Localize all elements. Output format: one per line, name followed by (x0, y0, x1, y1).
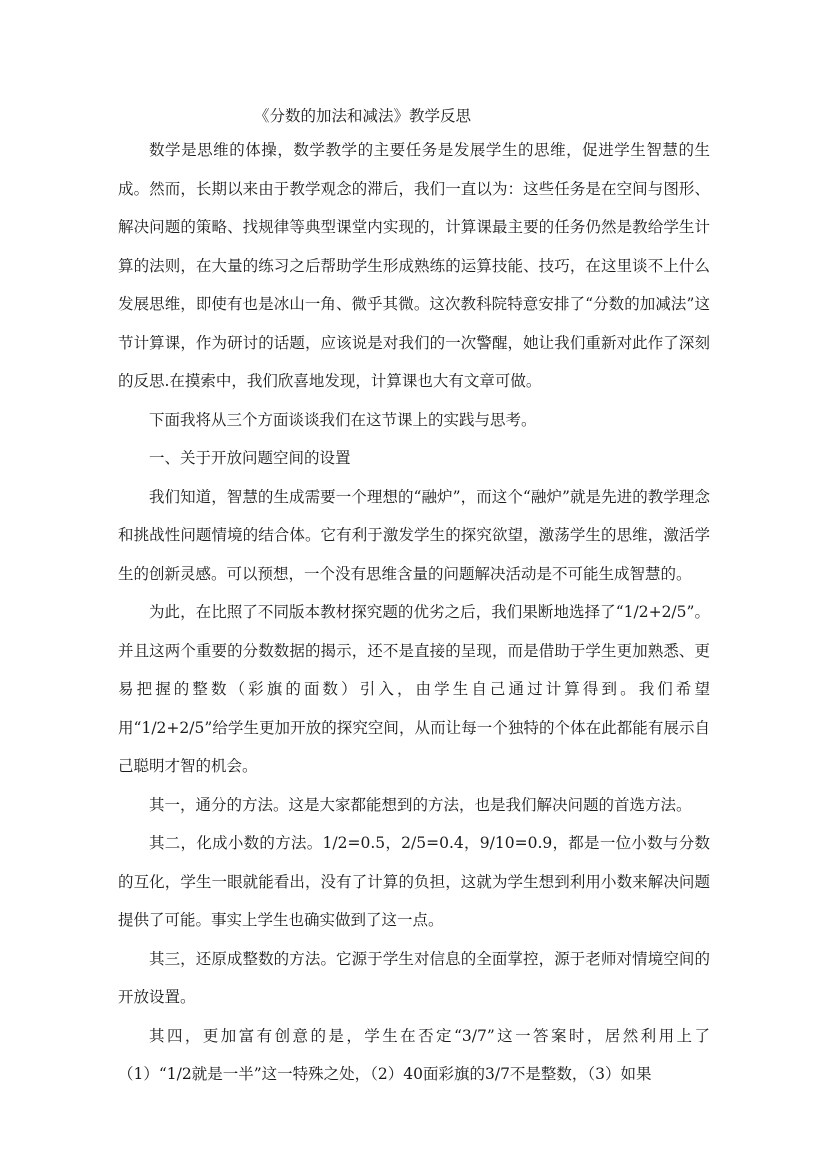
paragraph: 数学是思维的体操，数学教学的主要任务是发展学生的思维，促进学生智慧的生成。然而，长期以来由于教学观念的滞后，我们一直以为：这些任务是在空间与图形、解决问题的策略、找规律等典型课堂内实现的，计算课最主要的任务仍然是教给学生计算的法则，在大量的练习之后帮助学生形成熟练的运算技能、技巧，在这里谈不上什么发展思维，即使有也是冰山一角、微乎其微。这次教科院特意安排了“分数的加减法”这节计算课，作为研讨的话题，应该说是对我们的一次警醒，她让我们重新对此作了深刻的反思.在摸索中，我们欣喜地发现，计算课也大有文章可做。 (118, 141, 710, 390)
document-title: 《分数的加法和减法》教学反思 (254, 107, 472, 125)
section-heading: 一、关于开放问题空间的设置 (149, 449, 351, 467)
paragraph: 为此，在比照了不同版本教材探究题的优劣之后，我们果断地选择了“1/2+2/5”。并且这两个重要的分数数据的揭示，还不是直接的呈现，而是借助于学生更加熟悉、更易把握的整数（彩旗的面数）引入，由学生自己通过计算得到。我们希望用“1/2+2/5”给学生更加开放的探究空间，从而让每一个独特的个体在此都能有展示自己聪明才智的机会。 (118, 603, 710, 775)
paragraph: 其三，还原成整数的方法。它源于学生对信息的全面掌控，源于老师对情境空间的开放设置。 (118, 949, 710, 1006)
paragraph: 下面我将从三个方面谈谈我们在这节课上的实践与思考。 (149, 410, 537, 429)
paragraph: 我们知道，智慧的生成需要一个理想的“融炉”，而这个“融炉”就是先进的教学理念和挑战性问题情境的结合体。它有利于激发学生的探究欲望，激荡学生的思维，激活学生的创新灵感。可以预想，一个没有思维含量的问题解决活动是不可能生成智慧的。 (118, 487, 710, 583)
paragraph: 其二，化成小数的方法。1/2=0.5，2/5=0.4，9/10=0.9，都是一位小数与分数的互化，学生一眼就能看出，没有了计算的负担，这就为学生想到利用小数来解决问题提供了可能。事实上学生也确实做到了这一点。 (118, 834, 710, 929)
paragraph: 其一，通分的方法。这是大家都能想到的方法，也是我们解决问题的首选方法。 (149, 795, 692, 814)
paragraph: 其四，更加富有创意的是，学生在否定“3/7”这一答案时，居然利用上了（1）“1/2就是一半”这一特殊之处，（2）40面彩旗的3/7不是整数，（3）如果 (118, 1026, 710, 1083)
document-body (118, 131, 710, 1094)
